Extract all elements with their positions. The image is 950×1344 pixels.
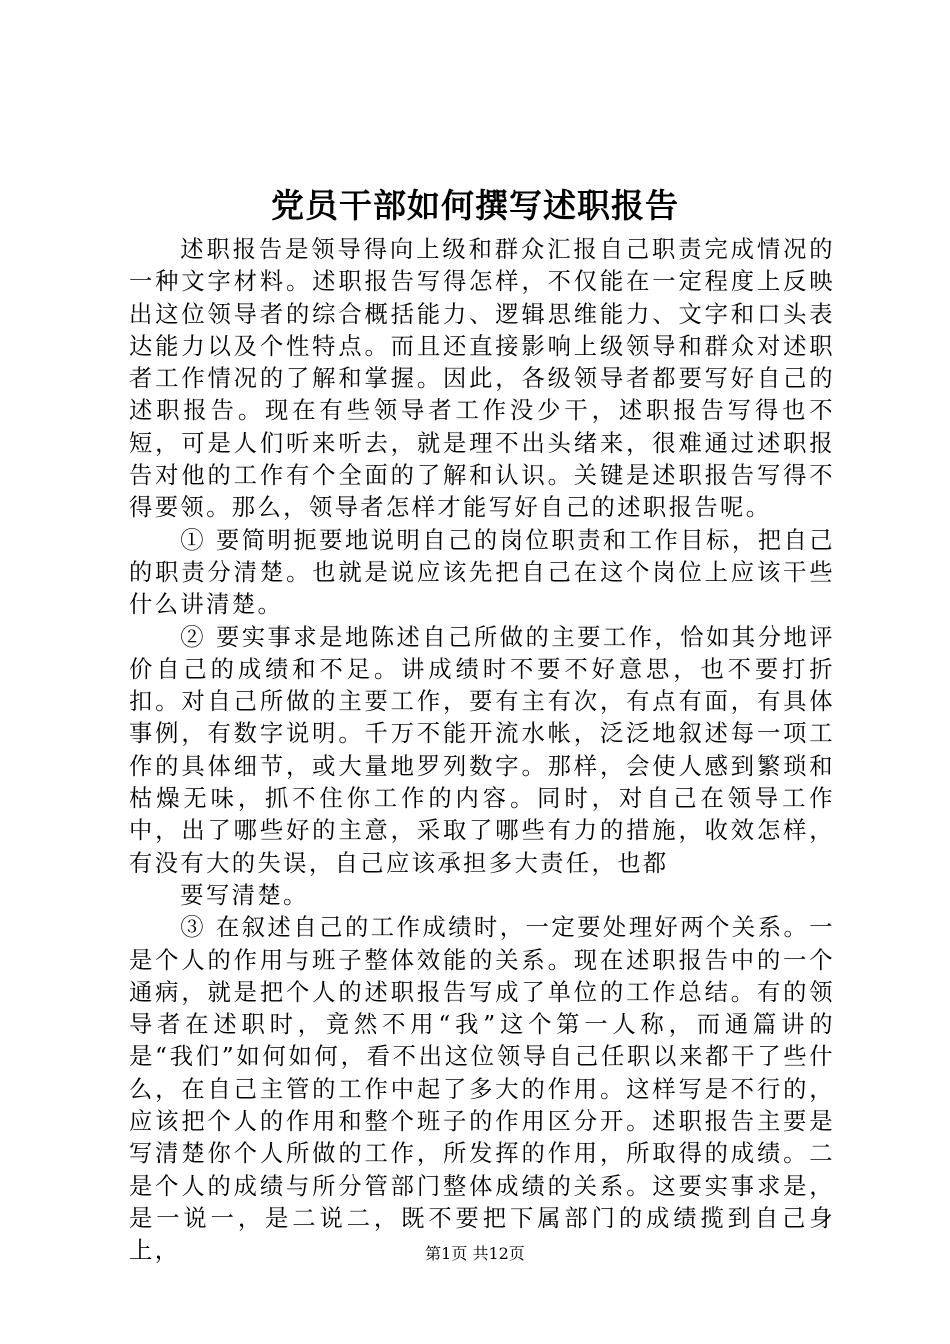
- page-number-footer: 第1页 共12页: [425, 1244, 525, 1263]
- paragraph-intro: 述职报告是领导得向上级和群众汇报自己职责完成情况的一种文字材料。述职报告写得怎样，不仅能在一定程度上反映出这位领导者的综合概括能力、逻辑思维能力、文字和口头表达能力以及个性特点。而且还直接影响上级领导和群众对述职者工作情况的了解和掌握。因此，各级领导者都要写好自己的述职报告。现在有些领导者工作没少干，述职报告写得也不短，可是人们听来听去，就是理不出头绪来，很难通过述职报告对他的工作有个全面的了解和认识。关键是述职报告写得不得要领。那么，领导者怎样才能写好自己的述职报告呢。: [129, 236, 835, 522]
- paragraph-point-3: ③ 在叙述自己的工作成绩时，一定要处理好两个关系。一是个人的作用与班子整体效能的关系。现在述职报告中的一个通病，就是把个人的述职报告写成了单位的工作总结。有的领导者在述职时，竟然不用“我”这个第一人称，而通篇讲的是“我们”如何如何，看不出这位领导自己任职以来都干了些什么，在自己主管的工作中起了多大的作用。这样写是不行的，应该把个人的作用和整个班子的作用区分开。述职报告主要是写清楚你个人所做的工作，所发挥的作用，所取得的成绩。二是个人的成绩与所分管部门整体成绩的关系。这要实事求是，是一说一，是二说二，既不要把下属部门的成绩揽到自己身上，: [129, 914, 835, 1265]
- document-body: [129, 234, 835, 1268]
- paragraph-point-2-continuation: 要写清楚。: [180, 881, 309, 909]
- document-title: 党员干部如何撰写述职报告: [271, 186, 679, 225]
- paragraph-point-2: ② 要实事求是地陈述自己所做的主要工作，恰如其分地评价自己的成绩和不足。讲成绩时不要不好意思，也不要打折扣。对自己所做的主要工作，要有主有次，有点有面，有具体事例，有数字说明。千万不能开流水帐，泛泛地叙述每一项工作的具体细节，或大量地罗列数字。那样，会使人感到繁琐和枯燥无味，抓不住你工作的内容。同时，对自己在领导工作中，出了哪些好的主意，采取了哪些有力的措施，收效怎样，有没有大的失误，自己应该承担多大责任，也都: [129, 623, 835, 877]
- paragraph-point-1: ① 要简明扼要地说明自己的岗位职责和工作目标，把自己的职责分清楚。也就是说应该先把自己在这个岗位上应该干些什么讲清楚。: [129, 526, 835, 619]
